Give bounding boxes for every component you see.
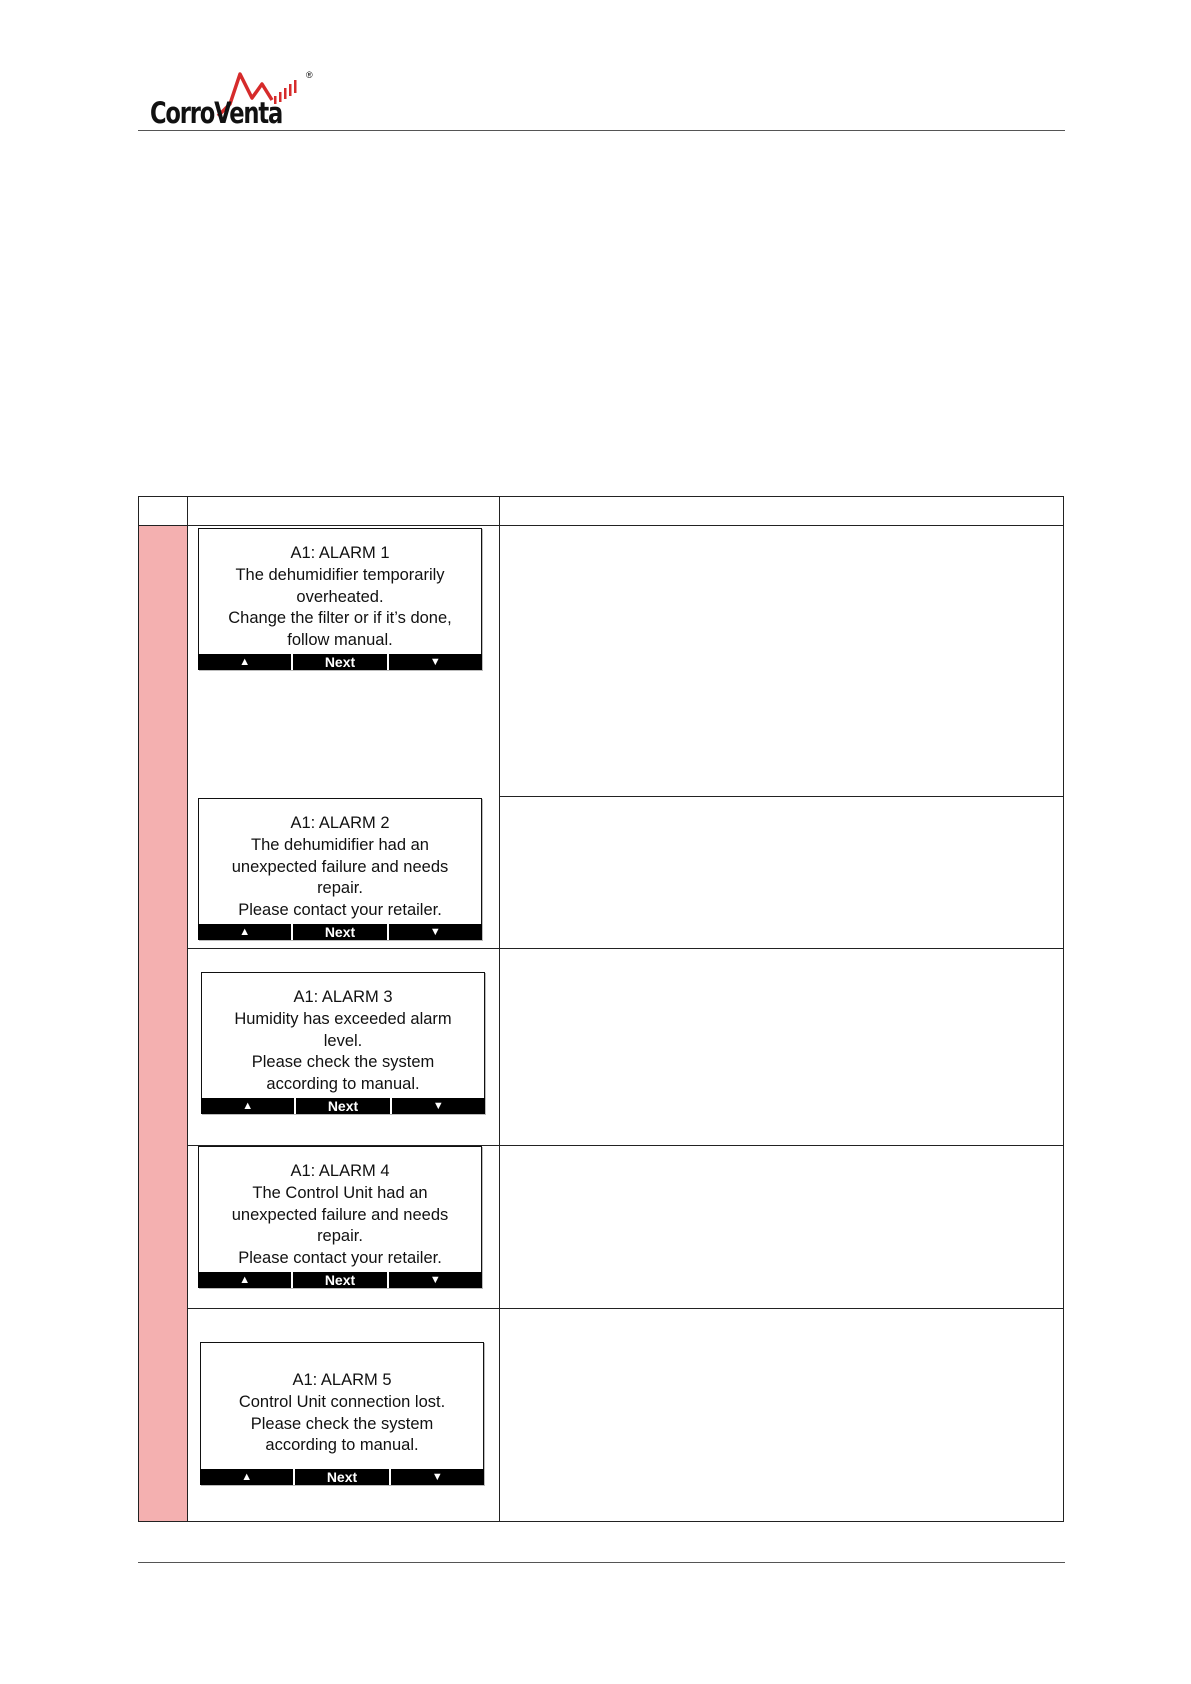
lcd-screen-alarm-3 <box>201 972 485 1114</box>
lcd-nav-bar <box>198 654 482 670</box>
lcd-line: Change the filter or if it’s done, <box>228 609 452 628</box>
lcd-line: unexpected failure and needs <box>231 1205 449 1224</box>
lcd-line: unexpected failure and needs <box>231 857 449 876</box>
lcd-line: Please contact your retailer. <box>238 901 442 920</box>
lcd-line: according to manual. <box>265 1436 419 1455</box>
lcd-nav-bar <box>200 1469 484 1485</box>
row-divider-2 <box>187 948 1063 949</box>
header-row-divider <box>139 525 1063 526</box>
down-arrow-icon[interactable]: ▼ <box>431 1471 443 1483</box>
next-button[interactable]: Next <box>293 1469 390 1485</box>
lcd-line: The dehumidifier had an <box>251 835 429 854</box>
row-divider-1 <box>499 796 1063 797</box>
lcd-nav-bar <box>198 1272 482 1288</box>
lcd-screen-alarm-2 <box>198 798 482 940</box>
lcd-screen-alarm-1 <box>198 528 482 670</box>
lcd-line: Please check the system <box>251 1053 435 1072</box>
header-divider <box>138 130 1065 131</box>
column-divider-1 <box>187 497 188 1521</box>
lcd-line: overheated. <box>296 587 384 606</box>
lcd-line: Please contact your retailer. <box>238 1249 442 1268</box>
lcd-line: repair. <box>317 879 363 898</box>
lcd-line: Control Unit connection lost. <box>238 1392 446 1411</box>
alarm-side-band <box>139 525 187 1521</box>
lcd-title: A1: ALARM 1 <box>290 544 390 562</box>
next-button[interactable]: Next <box>291 1272 388 1288</box>
lcd-title: A1: ALARM 5 <box>292 1371 392 1389</box>
down-arrow-icon[interactable]: ▼ <box>429 926 441 938</box>
down-arrow-icon[interactable]: ▼ <box>432 1100 444 1112</box>
up-arrow-icon[interactable]: ▲ <box>239 656 251 668</box>
lcd-line: repair. <box>317 1227 363 1246</box>
lcd-line: level. <box>323 1031 363 1050</box>
lcd-line: follow manual. <box>287 631 393 650</box>
alarm-table <box>138 496 1064 1522</box>
up-arrow-icon[interactable]: ▲ <box>239 1274 251 1286</box>
lcd-title: A1: ALARM 2 <box>290 814 390 832</box>
lcd-line: according to manual. <box>266 1075 420 1094</box>
lcd-title: A1: ALARM 3 <box>293 988 393 1006</box>
next-button[interactable]: Next <box>291 924 388 940</box>
lcd-screen-alarm-5 <box>200 1342 484 1485</box>
up-arrow-icon[interactable]: ▲ <box>242 1100 254 1112</box>
footer-divider <box>138 1562 1065 1563</box>
up-arrow-icon[interactable]: ▲ <box>239 926 251 938</box>
next-button[interactable]: Next <box>294 1098 391 1114</box>
down-arrow-icon[interactable]: ▼ <box>429 1274 441 1286</box>
lcd-line: The Control Unit had an <box>252 1183 428 1202</box>
lcd-line: Humidity has exceeded alarm <box>234 1009 452 1028</box>
lcd-line: The dehumidifier temporarily <box>235 565 445 584</box>
logo-wordmark: CorroVenta <box>150 96 283 130</box>
registered-mark: ® <box>306 70 313 80</box>
lcd-title: A1: ALARM 4 <box>290 1162 390 1180</box>
row-divider-4 <box>187 1308 1063 1309</box>
lcd-nav-bar <box>198 924 482 940</box>
down-arrow-icon[interactable]: ▼ <box>429 656 441 668</box>
up-arrow-icon[interactable]: ▲ <box>241 1471 253 1483</box>
column-divider-2 <box>499 497 500 1521</box>
lcd-screen-alarm-4 <box>198 1146 482 1288</box>
lcd-nav-bar <box>201 1098 485 1114</box>
lcd-line: Please check the system <box>250 1414 434 1433</box>
corroventa-logo <box>150 68 322 132</box>
next-button[interactable]: Next <box>291 654 388 670</box>
